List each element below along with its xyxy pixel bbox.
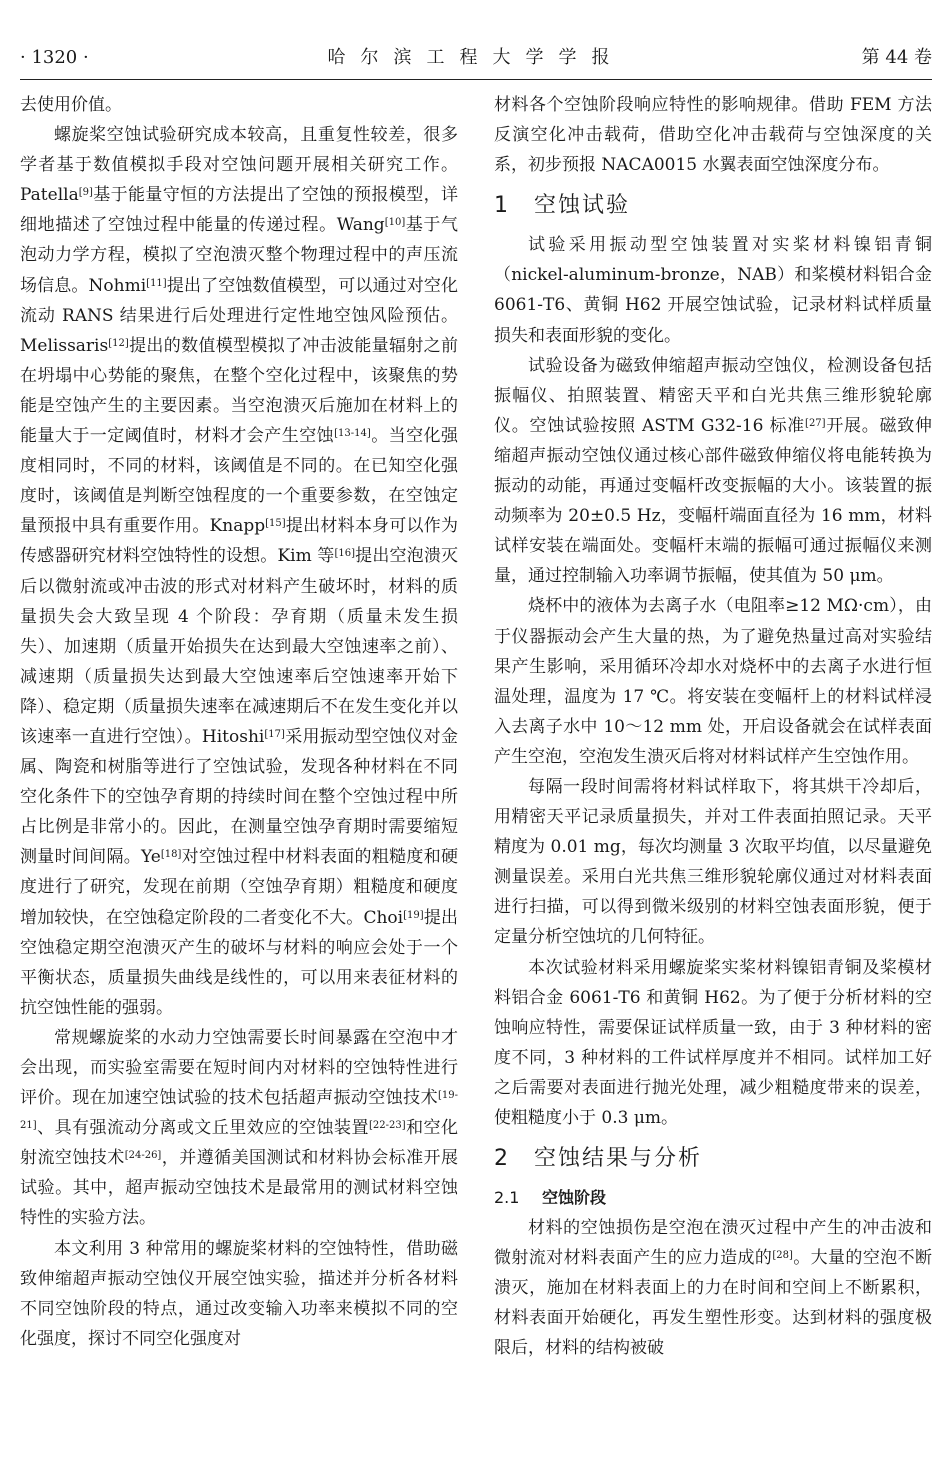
volume-label: 第 44 卷	[861, 47, 932, 68]
citation: [27]	[805, 417, 826, 429]
citation: [16]	[334, 548, 355, 560]
subsection-heading: 2.1 空蚀阶段	[494, 1188, 607, 1208]
section-heading: 2 空蚀结果与分析	[494, 1146, 703, 1172]
page-number: · 1320 ·	[20, 47, 89, 68]
header-rule	[20, 79, 932, 80]
citation: [18]	[160, 849, 182, 861]
citation: [28]	[772, 1250, 793, 1262]
citation: [10]	[384, 217, 406, 229]
citation: [15]	[265, 518, 286, 530]
paragraph: 材料的空蚀损伤是空泡在溃灭过程中产生的冲击波和微射流对材料表面产生的应力造成的[28]。大量的空泡不断溃灭，施加在材料表面上的力在时间和空间上不断累积，材料表面开始硬化，再发生塑性形变。达到材料的强度极限后，材料的结构被破	[494, 1218, 932, 1359]
paragraph: 烧杯中的液体为去离子水（电阻率≥12 MΩ·cm），由于仪器振动会产生大量的热，为了避免热量过高对实验结果产生影响，采用循环冷却水对烧杯中的去离子水进行恒温处理，温度为 17 ℃。将安装在变幅杆上的材料试样浸入去离子水中 10～12 mm 处，开启设备就会在试样表面产生空泡，空泡发生溃灭后将对材料试样产生空蚀作用。	[494, 596, 932, 767]
citation: [12]	[108, 337, 129, 349]
journal-title: 哈尔滨工程大学学报	[327, 47, 625, 68]
section-heading: 1 空蚀试验	[494, 193, 631, 219]
running-header	[20, 44, 932, 72]
citation: [17]	[264, 728, 285, 740]
paragraph: 材料各个空蚀阶段响应特性的影响规律。借助 FEM 方法反演空化冲击载荷，借助空化冲击载荷与空蚀深度的关系，初步预报 NACA0015 水翼表面空蚀深度分布。	[494, 95, 932, 176]
paragraph: 每隔一段时间需将材料试样取下，将其烘干冷却后，用精密天平记录质量损失，并对工件表面拍照记录。天平精度为 0.01 mg，每次均测量 3 次取平均值，以尽量避免测量误差。采用白光共焦三维形貌轮廓仪通过对材料表面进行扫描，可以得到微米级别的材料空蚀表面形貌，便于定量分析空蚀坑的几何特征。	[494, 776, 932, 948]
citation: [19]	[403, 909, 424, 921]
paragraph: 常规螺旋桨的水动力空蚀需要长时间暴露在空泡中才会出现，而实验室需要在短时间内对材料的空蚀特性进行评价。现在加速空蚀试验的技术包括超声振动空蚀技术[19-21]、具有强流动分离或文丘里效应的空蚀装置[22-23]和空化射流空蚀技术[24-26]，并遵循美国测试和材料协会标准开展试验。其中，超声振动空蚀技术是最常用的测试材料空蚀特性的实验方法。	[20, 1027, 459, 1229]
citation: [11]	[146, 277, 167, 289]
paragraph: 本次试验材料采用螺旋桨实桨材料镍铝青铜及桨模材料铝合金 6061-T6 和黄铜 H62。为了便于分析材料的空蚀响应特性，需要保证试样质量一致，由于 3 种材料的密度不同，3 种材料的工件试样厚度并不相同。试样加工好之后需要对表面进行抛光处理，减少粗糙度带来的误差，使粗糙度小于 0.3 μm。	[494, 957, 932, 1128]
paragraph: 本文利用 3 种常用的螺旋桨材料的空蚀特性，借助磁致伸缩超声振动空蚀仪开展空蚀实验，描述并分析各材料不同空蚀阶段的特点，通过改变输入功率来模拟不同的空化强度，探讨不同空化强度对	[20, 1238, 458, 1349]
citation: [19-21]	[20, 1090, 458, 1132]
paragraph: 试验采用振动型空蚀装置对实桨材料镍铝青铜（nickel-aluminum-bronze，NAB）和桨模材料铝合金 6061-T6、黄铜 H62 开展空蚀试验，记录材料试样质量损失和表面形貌的变化。	[494, 235, 932, 346]
citation: [13-14]	[334, 428, 371, 440]
citation: [9]	[78, 187, 93, 199]
citation: [22-23]	[368, 1120, 406, 1132]
left-column	[20, 90, 458, 1354]
right-column	[494, 90, 932, 1364]
paragraph: 去使用价值。	[20, 95, 122, 115]
paragraph: 螺旋桨空蚀试验研究成本较高，且重复性较差，很多学者基于数值模拟手段对空蚀问题开展相关研究工作。Patella[9]基于能量守恒的方法提出了空蚀的预报模型，详细地描述了空蚀过程中能量的传递过程。Wang[10]基于气泡动力学方程，模拟了空泡溃灭整个物理过程中的声压流场信息。Nohmi[11]提出了空蚀数值模型，可以通过对空化流动 RANS 结果进行后处理进行定性地空蚀风险预估。Melissaris[12]提出的数值模型模拟了冲击波能量辐射之前在坍塌中心势能的聚焦，在整个空化过程中，该聚焦的势能是空蚀产生的主要因素。当空泡溃灭后施加在材料上的能量大于一定阈值时，材料才会产生空蚀[13-14]。当空化强度相同时，不同的材料，该阈值是不同的。在已知空化强度时，该阈值是判断空蚀程度的一个重要参数，在空蚀定量预报中具有重要作用。Knapp[15]提出材料本身可以作为传感器研究材料空蚀特性的设想。Kim 等[16]提出空泡溃灭后以微射流或冲击波的形式对材料产生破坏时，材料的质量损失会大致呈现 4 个阶段：孕育期（质量未发生损失）、加速期（质量开始损失在达到最大空蚀速率之前）、减速期（质量损失达到最大空蚀速率后空蚀速率开始下降）、稳定期（质量损失速率在减速期后不在发生变化并以该速率一直进行空蚀）。Hitoshi[17]采用振动型空蚀仪对金属、陶瓷和树脂等进行了空蚀试验，发现各种材料在不同空化条件下的空蚀孕育期的持续时间在整个空蚀过程中所占比例是非常小的。因此，在测量空蚀孕育期时需要缩短测量时间间隔。Ye[18]对空蚀过程中材料表面的粗糙度和硬度进行了研究，发现在前期（空蚀孕育期）粗糙度和硬度增加较快，在空蚀稳定阶段的二者变化不大。Choi[19]提出空蚀稳定期空泡溃灭产生的破坏与材料的响应会处于一个平衡状态，质量损失曲线是线性的，可以用来表征材料的抗空蚀性能的强弱。	[20, 125, 459, 1018]
paragraph: 试验设备为磁致伸缩超声振动空蚀仪，检测设备包括振幅仪、拍照装置、精密天平和白光共焦三维形貌轮廓仪。空蚀试验按照 ASTM G32-16 标准[27]开展。磁致伸缩超声振动空蚀仪通过核心部件磁致伸缩仪将电能转换为振动的动能，再通过变幅杆改变振幅的大小。该装置的振动频率为 20±0.5 Hz，变幅杆端面直径为 16 mm，材料试样安装在端面处。变幅杆末端的振幅可通过振幅仪来测量，通过控制输入功率调节振幅，使其值为 50 μm。	[494, 355, 932, 587]
citation: [24-26]	[124, 1150, 162, 1162]
